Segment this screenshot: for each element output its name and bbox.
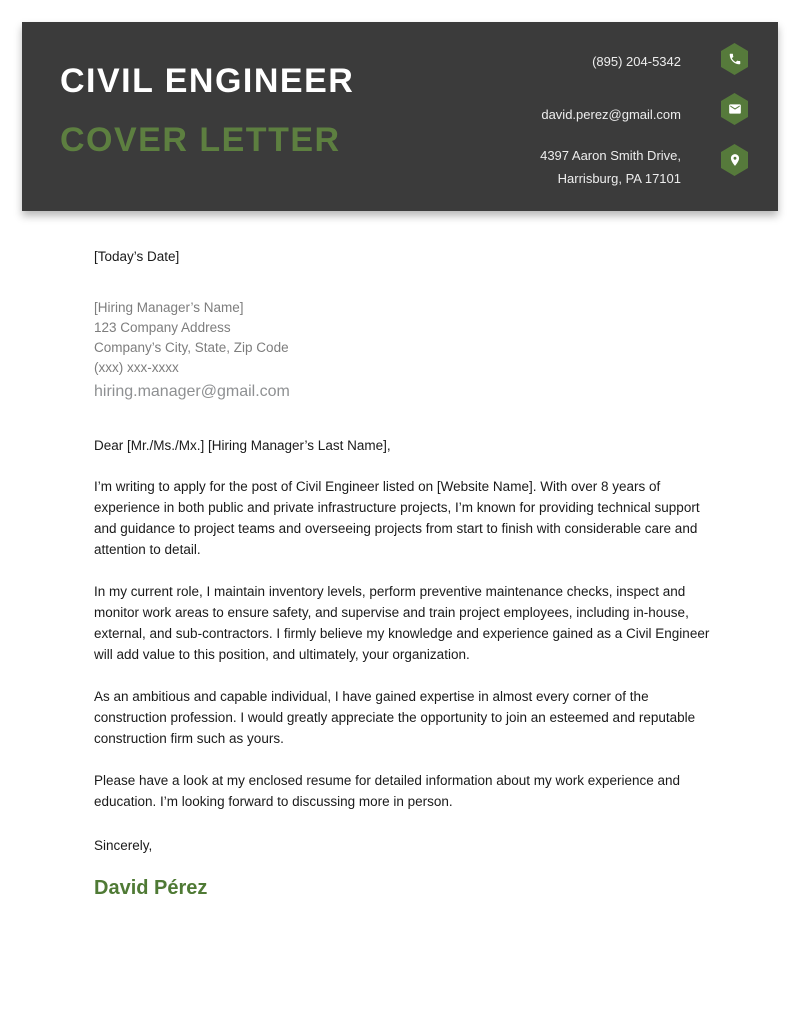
header-address-line1: 4397 Aaron Smith Drive,	[540, 148, 681, 163]
date-placeholder: [Today’s Date]	[94, 249, 180, 264]
signature-name: David Pérez	[94, 877, 208, 899]
recipient-email: hiring.manager@gmail.com	[94, 383, 290, 400]
header-email-address: david.perez@gmail.com	[541, 107, 681, 122]
recipient-block	[94, 298, 712, 403]
body-paragraph-2: In my current role, I maintain inventory levels, perform preventive maintenance checks, inspect and monitor work areas to ensure safety, and supervise and train project employees, including in-house, external, and sub-contractors. I firmly believe my knowledge and experience gained as a Civil Engineer will add value to this position, and ultimately, your organization.	[94, 584, 710, 662]
recipient-phone: (xxx) xxx-xxxx	[94, 360, 179, 375]
envelope-icon	[721, 93, 748, 125]
header-band	[22, 22, 778, 211]
body-paragraph-4: Please have a look at my enclosed resume for detailed information about my work experience and education. I’m looking forward to discussing more in person.	[94, 773, 681, 809]
body-paragraph-3: As an ambitious and capable individual, I have gained expertise in almost every corner of the construction profession. I would greatly appreciate the opportunity to join an esteemed and reputable construction firm such as yours.	[94, 689, 696, 746]
phone-icon	[721, 43, 748, 75]
location-pin-icon	[721, 144, 748, 176]
recipient-city-state-zip: Company’s City, State, Zip Code	[94, 340, 289, 355]
body-paragraph-1: I’m writing to apply for the post of Civil Engineer listed on [Website Name]. With over 8 years of experience in both public and private infrastructure projects, I’m known for providing technical support and guidance to project teams and overseeing projects from start to finish with considerable care and attention to detail.	[94, 479, 700, 557]
header-address-line2: Harrisburg, PA 17101	[557, 171, 681, 186]
header-phone-number: (895) 204-5342	[592, 54, 681, 69]
closing-line: Sincerely,	[94, 838, 153, 853]
header-job-title: CIVIL ENGINEER	[60, 62, 355, 100]
salutation: Dear [Mr./Ms./Mx.] [Hiring Manager’s Last Name],	[94, 438, 391, 453]
letter-body	[94, 246, 712, 900]
header-postal-address	[540, 144, 681, 190]
recipient-street: 123 Company Address	[94, 320, 231, 335]
header-doc-title: COVER LETTER	[60, 121, 341, 159]
recipient-name: [Hiring Manager’s Name]	[94, 300, 244, 315]
